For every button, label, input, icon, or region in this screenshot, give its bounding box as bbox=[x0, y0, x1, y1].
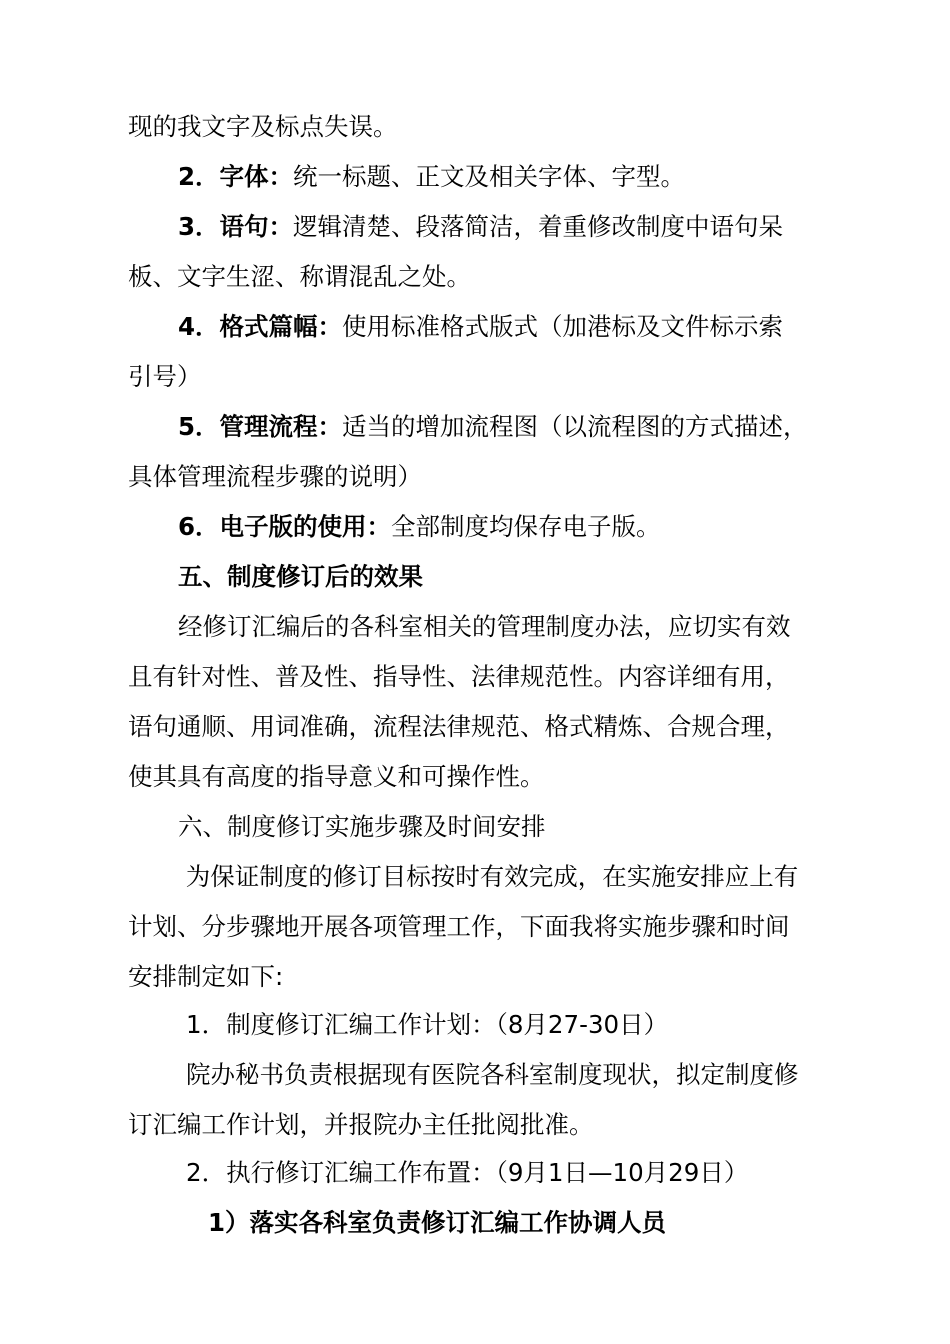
item-text: 引号） bbox=[128, 362, 202, 391]
intro-line-1: 为保证制度的修订目标按时有效完成，在实施安排应上有 bbox=[178, 862, 799, 891]
item-text: 具体管理流程步骤的说明） bbox=[128, 462, 422, 491]
effect-line-3: 语句通顺、用词准确，流程法律规范、格式精炼、合规合理， bbox=[128, 712, 790, 741]
item-text: 板、文字生涩、称谓混乱之处。 bbox=[128, 262, 471, 291]
step-1-title: 1．制度修订汇编工作计划：（8月27-30日） bbox=[186, 1010, 669, 1039]
step-1-line-1: 院办秘书负责根据现有医院各科室制度现状，拟定制度修 bbox=[186, 1060, 799, 1089]
item-5-process bbox=[178, 402, 950, 452]
item-2-font bbox=[178, 152, 950, 202]
item-6-electronic bbox=[178, 502, 950, 552]
section-6-heading: 六、制度修订实施步骤及时间安排 bbox=[178, 812, 546, 841]
effect-line-1: 经修订汇编后的各科室相关的管理制度办法，应切实有效 bbox=[178, 612, 791, 641]
effect-line-4: 使其具有高度的指导意义和可操作性。 bbox=[128, 762, 545, 791]
item-3-sentence bbox=[178, 202, 950, 252]
paragraph-continuation bbox=[128, 102, 950, 152]
intro-line-2: 计划、分步骤地开展各项管理工作，下面我将实施步骤和时间 bbox=[128, 912, 790, 941]
item-5-continuation bbox=[128, 452, 950, 502]
paragraph-text: 现的我文字及标点失误。 bbox=[128, 112, 398, 141]
item-label: 3．语句： bbox=[178, 212, 294, 241]
item-text: 逻辑清楚、段落简洁，着重修改制度中语句呆 bbox=[293, 212, 784, 241]
item-text: 统一标题、正文及相关字体、字型。 bbox=[293, 162, 686, 191]
item-3-continuation bbox=[128, 252, 950, 302]
item-label: 5．管理流程： bbox=[178, 412, 343, 441]
item-text: 全部制度均保存电子版。 bbox=[391, 512, 661, 541]
item-label: 6．电子版的使用： bbox=[178, 512, 392, 541]
item-4-continuation bbox=[128, 352, 950, 402]
item-4-format bbox=[178, 302, 950, 352]
intro-line-3: 安排制定如下: bbox=[128, 962, 284, 991]
step-2-sub-1: 1）落实各科室负责修订汇编工作协调人员 bbox=[208, 1208, 667, 1237]
step-1-line-2: 订汇编工作计划，并报院办主任批阅批准。 bbox=[128, 1110, 594, 1139]
item-label: 4．格式篇幅： bbox=[178, 312, 343, 341]
step-2-title: 2．执行修订汇编工作布置：（9月1日—10月29日） bbox=[186, 1158, 749, 1187]
item-label: 2．字体： bbox=[178, 162, 294, 191]
item-text: 使用标准格式版式（加港标及文件标示索 bbox=[342, 312, 784, 341]
effect-line-2: 且有针对性、普及性、指导性、法律规范性。内容详细有用， bbox=[128, 662, 790, 691]
item-text: 适当的增加流程图（以流程图的方式描述， bbox=[342, 412, 808, 441]
section-5-heading: 五、制度修订后的效果 bbox=[178, 562, 423, 591]
